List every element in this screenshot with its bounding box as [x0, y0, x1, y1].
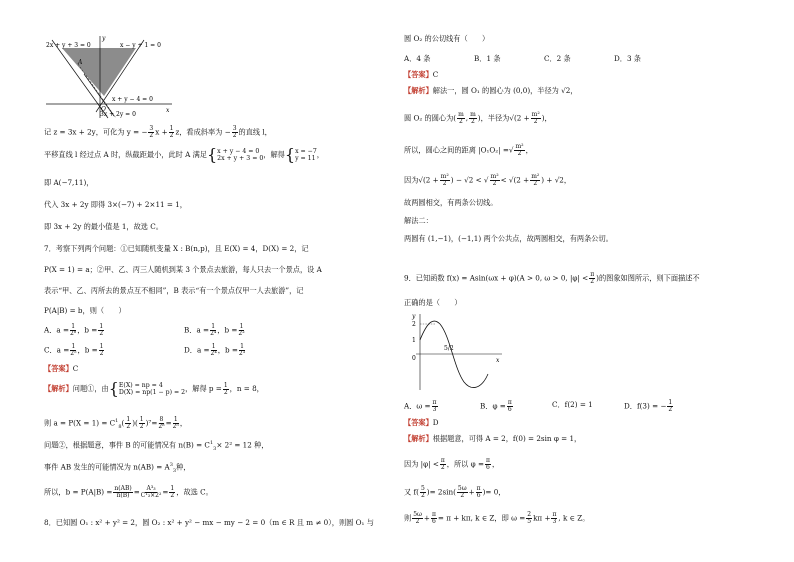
q9-line1: 9．已知函数 f(x) = Asin(ωx + φ)(A > 0, ω > 0, |φ| < $\frac{\pi}{2}$ )的图象如图所示，则下面描述不: [404, 271, 700, 285]
fig-label-0: 0: [412, 355, 416, 362]
q7-answer: 【答案】C: [44, 364, 79, 373]
fig-label-1: 1: [412, 337, 416, 344]
q7-option-a: A．a = $\frac{1}{\text{2⁸}}$ ，b = $\frac{1}{2}$: [44, 323, 104, 337]
q9-analysis-1: 【解析】根据题意，可得 A = 2，f(0) = 2sin φ = 1，: [404, 434, 582, 443]
q8-line1: 8．已知圆 O₁ : x² + y² = 2，圆 O₂ : x² + y² − mx − my − 2 = 0（m ∈ R 且 m ≠ 0），则圆 O₁ 与: [44, 518, 374, 527]
q7-line2: P(X = 1) = a；②甲、乙、丙三人随机到某 3 个景点去旅游，每人只去一个景点，设 A: [44, 265, 322, 274]
q7-analysis-2: 则 $a = P(X = 1) = C^1_8$( $\frac{1}{2}$ )( $\frac{1}{2}$ )⁷= $\frac{8}{\text{2⁸}}$ = $\frac{1}{\text{2⁵}}$ ，: [44, 415, 188, 430]
analysis-tag: 【解析】: [404, 434, 433, 443]
feasible-region-figure: [44, 34, 174, 120]
q8-option-d: D．3 条: [614, 54, 641, 63]
q7-option-b: B．a = $\frac{1}{\text{2⁴}}$ ，b = $\frac{1}{\text{2²}}$: [184, 323, 245, 337]
q7-analysis-4: 事件 AB 发生的可能情况为 $n(AB) = A^3_3$种，: [44, 462, 191, 474]
q7-analysis-3: 问题②，根据题意，事件 B 的可能情况有 $n(B) = C^1_3\times 2^2 = 12$ 种，: [44, 440, 269, 452]
fig-origin: O: [101, 106, 106, 113]
sine-graph-figure: [406, 310, 506, 392]
fig-label-x: x: [496, 357, 500, 364]
q8-analysis-1: 【解析】解法一，圆 O₁ 的圆心为 (0,0)，半径为 √2，: [404, 86, 578, 95]
fig-eq2: x − y + 1 = 0: [120, 42, 161, 49]
q8-option-b: B．1 条: [474, 54, 501, 63]
frac-1-2: $\frac{1}{2}$: [169, 125, 174, 139]
q7-analysis-1: 【解析】问题①，由{ E(X) = np = 4 D(X) = np(1 − p) = 2 ，解得 p = $\frac{1}{2}$ ，n = 8，: [44, 379, 264, 398]
q9-analysis-4: 则 $\frac{5\omega}{2}$ + $\frac{\pi}{6}$ = π + kπ, k ∈ Z，即 ω = $\frac{2}{5}$ kπ + $\frac{\pi}{3}$ , k ∈ Z。: [404, 511, 590, 525]
analysis-tag: 【解析】: [44, 384, 73, 393]
sol6-line3: 即 A(−7,11)，: [44, 178, 94, 187]
q7-line3: 表示“甲、乙、丙所去的景点互不相同”，B 表示“有一个景点仅甲一人去旅游”，记: [44, 286, 304, 295]
fig-label-y: y: [412, 313, 416, 320]
q7-line1: 7．考察下列两个问题：①已知随机变量 X : B(n,p)，且 E(X) = 4，D(X) = 2，记: [44, 244, 309, 253]
sol6-line4: 代入 3x + 2y 即得 3×(−7) + 2×11 = 1，: [44, 200, 187, 209]
q8-analysis-3: 所以，圆心之间的距离 |O₁O₂| =√ $\frac{\text{m²}}{2}$ ，: [404, 143, 533, 157]
fig-eq4: 3x + 2y = 0: [100, 111, 136, 118]
fig-label-5-2: 5/2: [444, 345, 454, 352]
q7-option-d: D．a = $\frac{1}{\text{2⁴}}$ ，b = $\frac{1}{\text{2³}}$: [184, 343, 246, 357]
q9-option-c: C．f(2) = 1: [552, 400, 593, 409]
analysis-tag: 【解析】: [404, 86, 433, 95]
q9-option-a: A．ω = $\frac{\pi}{3}$: [404, 399, 437, 413]
q8-answer: 【答案】C: [404, 70, 439, 79]
answer-tag: 【答案】: [404, 70, 433, 79]
fig-eq3: x + y − 4 = 0: [112, 96, 153, 103]
q8-analysis-2: 圆 O₂ 的圆心为( $\frac{m}{2}$ , $\frac{m}{2}$ )，半径为√(2 + $\frac{\text{m²}}{2}$ )，: [404, 111, 552, 125]
fig-label-2: 2: [412, 321, 416, 328]
answer-tag: 【答案】: [44, 364, 73, 373]
q9-option-d: D．f(3) = − $\frac{1}{2}$: [624, 399, 673, 413]
q8-analysis-6: 解法二：: [404, 216, 433, 225]
q9-analysis-2: 因为 |φ| < $\frac{\pi}{2}$ ，所以 φ = $\frac{\pi}{6}$ ，: [404, 457, 500, 471]
q9-line2: 正确的是（ ）: [404, 298, 462, 307]
q8-option-a: A．4 条: [404, 54, 431, 63]
sol6-line2: 平移直线 l 经过点 A 时，纵截距最小，此时 A 满足{ x + y − 4 = 0 2x + y + 3 = 0 ，解得{ x = −7 y = 11 ，: [44, 145, 324, 164]
frac-3-2: $\frac{3}{2}$: [149, 125, 154, 139]
fig-axis-y: y: [102, 35, 106, 42]
q8-option-c: C．2 条: [544, 54, 571, 63]
q9-answer: 【答案】D: [404, 418, 439, 427]
q9-analysis-3: 又 f( $\frac{5}{2}$ )= 2sin( $\frac{5\omega}{2}$ + $\frac{\pi}{6}$ )= 0，: [404, 485, 506, 499]
q8-analysis-7: 两圆有 (1,−1)，(−1,1) 两个公共点，故两圆相交，有两条公切。: [404, 234, 613, 243]
sol6-line1: 记 z = 3x + 2y，可化为 y = − $\frac{3}{2}$ x + $\frac{1}{2}$ z，看成斜率为 − $\frac{3}{2}$ 的直线 l，: [44, 125, 272, 139]
fig-point-a: A: [78, 59, 83, 66]
fig-eq1: 2x + y + 3 = 0: [46, 42, 91, 49]
q7-option-c: C．a = $\frac{1}{\text{2⁵}}$ ，b = $\frac{1}{2}$: [44, 343, 104, 357]
q8-analysis-4: 因为√(2 + $\frac{\text{m²}}{2}$ ) − √2 < √ $\frac{\text{m²}}{2}$ < √(2 + $\frac{\text{m²}}{2}$ ) + √2，: [404, 173, 572, 187]
q8-analysis-5: 故两圆相交，有两条公切线。: [404, 198, 498, 207]
fig-axis-x: x: [166, 107, 170, 114]
q7-line4: P(A|B) = b，则（ ）: [44, 306, 126, 315]
q7-analysis-5: 所以，b = P(A|B) = $\frac{n(AB)}{n(B)}$ = $\frac{\text{A³₃}}{\text{C¹₃×2²}}$ = $\frac{1}{2}$ ，故选 C。: [44, 485, 213, 499]
q8-line2: 圆 O₂ 的公切线有（ ）: [404, 34, 490, 43]
sol6-line5: 即 3x + 2y 的最小值是 1，故选 C。: [44, 222, 163, 231]
shaded-region: [62, 48, 136, 96]
frac-3-2b: $\frac{3}{2}$: [232, 125, 237, 139]
q9-option-b: B．φ = $\frac{\pi}{6}$: [480, 399, 512, 413]
answer-tag: 【答案】: [404, 418, 433, 427]
